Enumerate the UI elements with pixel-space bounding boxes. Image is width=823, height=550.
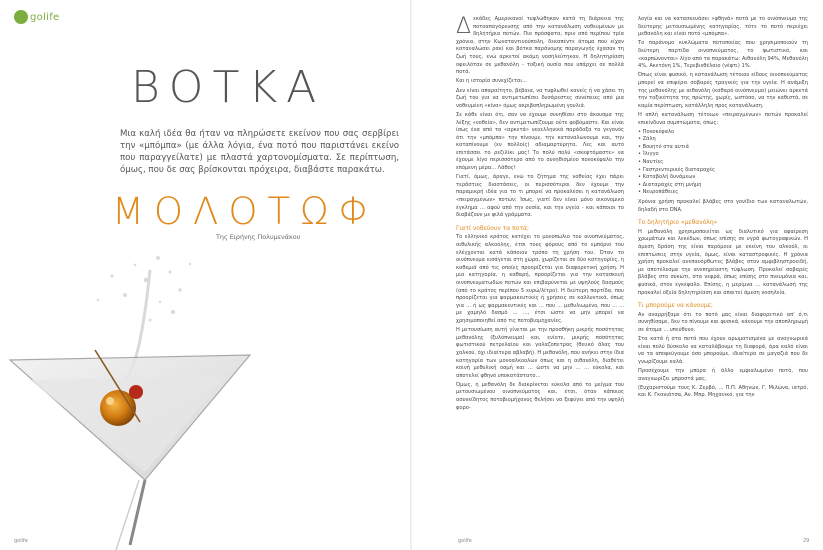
magazine-logo [14,10,60,24]
left-folio: golife [14,538,28,544]
list-item: • Ίλιγγο [638,151,808,159]
list-item: • Ζάλη [638,136,808,144]
logo-mark-icon [14,10,28,24]
paragraph: Σε κάθε είναι ότι, σαν να έχουμε συνηθίσει στο άκουσμα της λέξης «νοθεία», δεν αντιμετωπίζουμε ούτε φοβόμαστε. Και είναι ίσως ένα από τα «αρκετά» νεοελληνικά παράδοξα το γεγονός ότι την «μπόμπα» την πίνουμε, την καταναλώνουμε και, την καταπίνουμε (εν πολλοίς) αδιαμαρτύρητα. Λες και αυτό επιτάσσει το ρεζιλίκι μας! Το πολύ πολύ «σκεφτόμαστε» να έχουμε λίγο περισσότερο από το συνηθισμένο πονοκέφαλο την επόμενη μέρα... Λάθος! [456,111,624,172]
paragraph: Όπως είναι φυσικό, η κατανάλωση τέτοιου είδους οινοπνεύματος μπορεί να επιφέρει σοβαρές τραγικές για την υγεία. Η ανάμιξη της μεθανόλης με αιθανόλη (καθαρό οινόπνευμα) μειώνει αρκετά την τοξικότητα της πρώτης, χωρίς, ωστόσο, να την καθιστά, σε καμία περίπτωση, κατάλληλη προς κατανάλωση. [638,72,808,109]
list-item: • Βουητό στα αυτιά [638,144,808,152]
paragraph: Και η ιστορία συνεχίζεται... [456,78,527,85]
paragraph: Όμως, η μεθανόλη δε διακρίνεται εύκολα από το μείγμα του μετουσιωμένου οινοπνεύματος και, έτσι, όταν κάποιος ασυνείδητος ποτοβιομήχανος θελήσει να ξεφύγει από την υψηλή φορο- [456,381,624,411]
paragraph: Γιατί, όμως, άραγε, ενώ το ζήτημα της νοθείας έχει πάρει τεράστιες διαστάσεις, οι περισσότεροι δεν έχουμε την παραμικρή ιδέα για το τι μπορεί να προκαλέσει η κατανάλωση «πειραγμένων» ποτών; Ίσως, γιατί δεν είναι μόνο οικονομικό έγκλημα ... αφού από την ουσία, και την υγεία - και κάποιοι το διαβάζουν με ψιλά γράμματα. [456,174,624,219]
paragraph: λογία και να κατασκευάσει «φθηνά» ποτά με το οινόπνευμα της δεύτερης μετουσιωμένης κατηγορίας, τότε το ποτό περιέχει μεθανόλη και είναι ποτό «μπόμπα». [638,16,808,38]
martini-glass-illustration [0,240,380,550]
paragraph: Αν αναρρήξαμε ότι το ποτό μας είναι διαφορετικό απ' ό,τι συνηθίσαμε, δεν το πίνουμε και φυσικά, κάνουμε την αποπληρωμή σε άτομα ... υπεύθυνο. [638,311,808,333]
list-item: • Νευροπάθειες [638,189,808,197]
section-heading: Το δηλητήριο «μεθανόλη» [638,219,718,227]
logo-text: golife [30,11,60,23]
paragraph: Η απλή κατανάλωση τέτοιων «πειραγμένων» ποτών προκαλεί επικίνδυνα συμπτώματα, όπως: [638,111,808,126]
paragraph: Στα κατά ή στα ποτά που έχουν αρωματισμένα με αναγνωρικά είναι πολύ δύσκολο να καταλάβουμε τη διαφορά, άρα καλό είναι να τα αποφεύγουμε όσο μπορούμε, ιδιαίτερα σε μαγαζιά που δε γνωρίζουμε καλά. [638,336,808,365]
article-byline: Της Ειρήνης Πολυμενάκου [216,233,301,241]
right-folio-label: golife [458,538,472,544]
list-item: • Πονοκέφαλο [638,129,808,137]
paragraph: εκάδες Αμερικανοί τυφλώθηκαν κατά τη διάρκεια της ποτοαπαγόρευσης από την κατανάλωση νοθευμένων με δηλητήρια ποτών. Πιο πρόσφατα, πριν από περίπου τρία χρόνια, στην Κωνσταντινούπολη, δεκαπέντε άτομα που είχαν καταναλώσει ρακί και βότκα παράνομης παραγωγής έχασαν τη ζωή τους, ενώ αρκετοί ακόμη νοσηλεύτηκαν. Η δηλητηρίαση οφειλόταν σε μεθανόλη - τοξική ουσία που υπάρχει σε πολλά ποτά. [456,16,624,76]
paragraph: (Ευχαριστούμε τους Κ. Ζερβό, ... Π.Π. Αθηνών, Γ. Μιλώνα, ιατρό, και Κ. Γκανιάτσα, Αν. Μπρ. Μηχανικό, για την [638,384,808,399]
page-number: 29 [803,538,810,544]
list-item: • Ναυτίες [638,159,808,167]
symptoms-list [638,129,808,197]
article-title: ΒΟΤΚΑ [131,62,326,113]
paragraph: Δεν είναι απαραίτητο, βέβαια, να τυφλωθεί κανείς ή να χάσει τη ζωή του για να αντιμετωπίσει δυσάρεστες συνέπειες από μια νοθευμένη «κίνα» όμως ακριβοπληρωμένη γουλιά. [456,87,624,109]
paragraph: Προσέχουμε την μπύρα ή άλλο εμφιαλωμένο ποτό, που αναγνωρίζει μπροστά μας. [638,368,808,382]
left-page [0,0,411,550]
drop-cap: Δ [456,14,472,39]
text-column-2 [638,16,808,402]
text-column-1 [456,16,624,414]
paragraph: Χρόνια χρήση προκαλεί βλάβες στο γονίδιο των καταναλωτών, δηλαδή στο DNA. [638,199,808,213]
paragraph: Η μετουσίωση αυτή γίνεται με την προσθήκη μικρής ποσότητας μεθανόλης (ξυλόπνευμα) και, ενίοτε, μικρής ποσότητας φωτιστικού πετρελαίου και γαλαζοπετρας (θειικό άλας του χαλκού, όχι ιδιαίτερα αβλαβή). Η μεθανόλη, που ανήκει στην ίδια κατηγορία των μονοαλκοολών όπως και η αιθανόλη, διαθέτει κοινή μεθυλική οσμή και ... ώστε να μην ... ... εύκολα, και αποτελεί φθηνό υποκατάστατο... [456,327,624,379]
section-heading: Τι μπορούμε να κάνουμε; [638,302,713,310]
paragraph: Το ελληνικό κράτος κατέχει το μονοπώλιο του οινοπνεύματος, αιθυλικής αλκοόλης, έτσι τους φόρους από το εμπόριο του ελέγχονται κατά κάποιον τρόπο τη χρήση του. Όταν το οινόπνευμα εισάγεται στη χώρα, χωρίζεται σε δύο κατηγορίες, η καθεμιά από τις οποίες προορίζεται για διαφορετική χρήση. Η μια κατηγορία, η καθαρή, προορίζεται για την κατασκευή οινοπνευματωδών ποτών και επιβαρύνεται με υψηλούς δασμούς (από το κράτος περίπου 5 ευρώ/λίτρο). Η δεύτερη παρτίδα, που προορίζεται για φαρμακευτικές ή χρήσεις σε καλλυντικά, όπως για ... ή ως φαρμακευτικές και ... που ... μεθυλιωμένο, που ... ... με χαμηλό δασμό ... ..., έτσι ώστε να μην μπορεί να χρησιμοποιηθεί από τις ποτοβιομηχανίες. [456,234,624,324]
list-item: • Καταβολή δυνάμεων [638,174,808,182]
paragraph: Το παράνομο κυκλώματα ποτοποιίας που χρησιμοποιούν τη δεύτερη παρτίδα οινοπνεύματος, το φωτιστικό, και «καρπώνονται» λίγο από τα παρακάτω: Αιθανόλη 94%, Μεθανόλη 4%, Ακετόνη 1%, Τερεβινθέλαιο (νέφτι) 1%. [638,40,808,70]
section-heading: Γιατί νοθεύουν τα ποτά; [456,224,530,232]
paragraph: Η μεθανόλη χρησιμοποιείται ως διαλυτικό για αφαίρεση χρωμάτων και λεκέδων, όπως επίσης σε υγρά φωτογραφικών. Η άμεση δράση της είναι παρόμοια με εκείνη του αλκοόλ, οι επιπτώσεις στην υγεία, όμως, είναι καταστροφικές. Η χρόνια χρήση προκαλεί ανεπανόρθωτες βλάβες στον αμφιβληστροειδή, με αποτέλεσμα την ανεπηρέαστη τύφλωση. Προκαλεί σοβαρές βλάβες στο συκώτι, στα νεφρά, όπως επίσης στο πνευμόνια και, φυσικά, στον εγκέφαλο. Επίσης, η μερίμνα ... κατανάλωσή της προκαλεί οξεία δηλητηρίαση και απαιτεί άμεση νοσηλεία. [638,228,808,296]
list-item: • Διαταραχές στη μνήμη [638,182,808,190]
article-subtitle: ΜΟΛΟΤΩΦ [112,190,381,233]
article-intro: Μια καλή ιδέα θα ήταν να πληρώσετε εκείνον που σας σερβίρει την «μπόμπα» (με άλλα λόγια, ένα ποτό που παριστάνει εκείνο που παραγγείλατε) με πλαστά χαρτονομίσματα. Σε περίπτωση, όμως, που δε σας βρίσκονται πρόχειρα, διαβάστε παρακάτω. [120,129,399,175]
list-item: • Γαστρεντερικές διαταραχές [638,167,808,175]
